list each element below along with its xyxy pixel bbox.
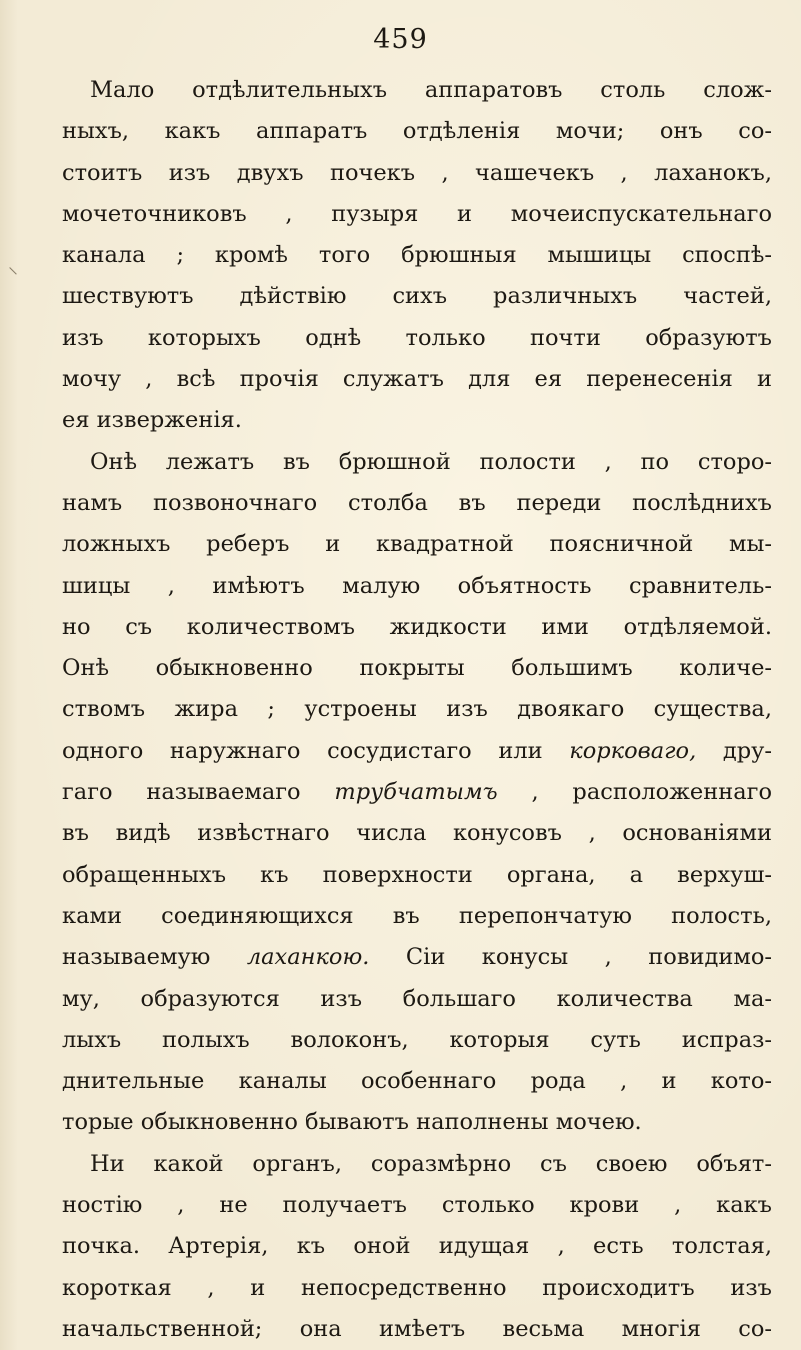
text-line: ствомъ жира ; устроены изъ двоякаго существа,: [62, 696, 772, 723]
page-number: 459: [373, 24, 428, 55]
text-line: ея изверженія.: [62, 407, 242, 434]
text-run: , расположеннаго: [497, 779, 772, 806]
text-line: шицы , имѣютъ малую объятность сравнитель-: [62, 572, 772, 599]
text-run: дру-: [696, 737, 772, 764]
text-line: намъ позвоночнаго столба въ переди послѣднихъ: [62, 489, 772, 516]
text-line: мочеточниковъ , пузыря и мочеиспускательнаго: [62, 200, 772, 227]
text-line: Онѣ лежатъ въ брюшной полости , по сторо-: [90, 448, 772, 475]
text-run: называемую: [62, 944, 247, 971]
text-line: изъ которыхъ однѣ только почти образуютъ: [62, 324, 772, 351]
paragraph: [62, 70, 772, 442]
text-line: канала ; кромѣ того брюшныя мышицы споспѣ-: [62, 242, 772, 269]
italic-term: трубчатымъ: [334, 779, 498, 806]
italic-term: лаханкою.: [246, 944, 370, 971]
text-line: короткая , и непосредственно происходитъ изъ: [62, 1274, 772, 1301]
text-line: но съ количествомъ жидкости ими отдѣляемой.: [62, 613, 772, 640]
text-line: Онѣ обыкновенно покрыты большимъ количе-: [62, 655, 772, 682]
text-line: торые обыкновенно бываютъ наполнены мочею.: [62, 1109, 642, 1136]
text-line: [62, 772, 772, 813]
text-line: [62, 731, 772, 772]
text-line: ками соединяющихся въ перепончатую полость,: [62, 902, 772, 929]
text-line: Мало отдѣлительныхъ аппаратовъ столь слож-: [90, 77, 772, 103]
text-line: ностію , не получаетъ столько крови , какъ: [62, 1192, 772, 1219]
text-run: одного наружнаго сосудистаго или: [62, 737, 570, 764]
text-line: шествуютъ дѣйствію сихъ различныхъ частей,: [62, 283, 772, 310]
text-line: днительные каналы особеннаго рода , и кото-: [62, 1068, 772, 1095]
text-line: въ видѣ извѣстнаго числа конусовъ , основаніями: [62, 820, 772, 847]
paragraph: [62, 442, 772, 1144]
text-line: ложныхъ реберъ и квадратной поясничной мы-: [62, 531, 772, 558]
text-line: стоитъ изъ двухъ почекъ , чашечекъ , лаханокъ,: [62, 159, 772, 186]
text-run: Сіи конусы , повидимо-: [369, 944, 772, 971]
text-line: обращенныхъ къ поверхности органа, а верхуш-: [62, 861, 772, 888]
text-line: му, образуются изъ большаго количества ма-: [62, 985, 772, 1012]
text-line: мочу , всѣ прочія служатъ для ея перенесенія и: [62, 366, 772, 393]
body-text: [62, 70, 772, 1350]
paragraph: [62, 1144, 772, 1350]
text-run: гаго называемаго: [62, 779, 335, 806]
text-line: Ни какой органъ, соразмѣрно съ своею объят-: [90, 1150, 772, 1177]
italic-term: корковаго,: [569, 737, 697, 764]
text-line: [62, 937, 772, 978]
text-line: начальственной; она имѣетъ весьма многія со-: [62, 1315, 772, 1342]
text-line: лыхъ полыхъ волоконъ, которыя суть испраз-: [62, 1026, 772, 1053]
text-line: почка. Артерія, къ оной идущая , есть толстая,: [62, 1233, 772, 1260]
text-line: ныхъ, какъ аппаратъ отдѣленія мочи; онъ со-: [62, 118, 772, 145]
margin-mark: ⸜: [8, 254, 18, 278]
